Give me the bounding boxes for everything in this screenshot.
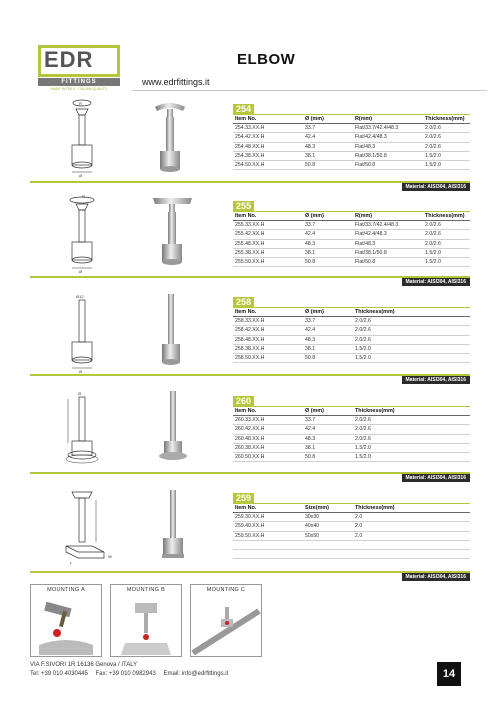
product-photo-258: [150, 290, 194, 374]
table-cell: 2.0/2.6: [353, 326, 470, 335]
table-row: [233, 522, 470, 531]
spec-table: [233, 212, 470, 267]
mounting-b-panel: [110, 584, 182, 657]
table-row: [233, 124, 470, 133]
table-header-row: [233, 115, 470, 124]
table-cell: 254.33.XX.H: [233, 124, 303, 133]
table-cell: 38.1: [303, 344, 353, 353]
table-row: [233, 335, 470, 344]
table-cell: 2.0/2.6: [423, 221, 470, 230]
table-cell: 2.0/2.6: [353, 425, 470, 434]
table-cell: 254.38.XX.H: [233, 151, 303, 160]
table-cell: 1.5/2.0: [423, 151, 470, 160]
table-cell: 259.40.XX.H: [233, 522, 303, 531]
table-cell: [233, 540, 303, 549]
table-cell: 50x50: [303, 531, 353, 540]
table-cell: 50.8: [303, 258, 353, 267]
mounting-a-label: MOUNTING A: [47, 587, 85, 593]
column-header: Ø (mm): [303, 407, 353, 416]
column-header: Thickness(mm): [423, 115, 470, 124]
table-cell: 48.3: [303, 239, 353, 248]
column-header: Size(mm): [303, 504, 353, 513]
mounting-c-illustration: [191, 597, 261, 655]
product-photo-260: [148, 387, 198, 471]
footer-contact: [30, 671, 234, 677]
material-tag: Material: AISI304, AISI316: [402, 474, 471, 482]
table-cell: 2.0: [353, 531, 470, 540]
table-cell: 259.30.XX.H: [233, 513, 303, 522]
svg-text:L: L: [70, 560, 73, 565]
table-cell: 38.1: [303, 443, 353, 452]
table-cell: 258.33.XX.H: [233, 317, 303, 326]
table-cell: 260.38.XX.H: [233, 443, 303, 452]
table-row: [233, 453, 470, 462]
table-header-row: [233, 308, 470, 317]
table-cell: Flat/50.8: [353, 161, 423, 170]
table-cell: 2.0/2.6: [423, 239, 470, 248]
technical-drawing-255: [52, 192, 112, 274]
svg-text:Ø: Ø: [78, 391, 82, 396]
svg-text:Ø: Ø: [79, 369, 83, 374]
table-cell: 260.42.XX.H: [233, 425, 303, 434]
table-cell: 2.0/2.6: [423, 230, 470, 239]
material-tag: Material: AISI304, AISI316: [402, 376, 471, 384]
table-cell: 1.5/2.0: [423, 258, 470, 267]
table-cell: Flat/33.7/42.4/48.3: [353, 124, 423, 133]
mounting-b-label: MOUNTING B: [126, 587, 166, 593]
svg-text:Ø12: Ø12: [76, 294, 84, 299]
mounting-c-panel: [190, 584, 262, 657]
table-cell: 259.50.XX.H: [233, 531, 303, 540]
product-photo-254: [145, 97, 195, 177]
product-photo-259: [148, 486, 198, 566]
table-cell: Flat/48.3: [353, 142, 423, 151]
table-cell: Flat/42.4/48.3: [353, 133, 423, 142]
page-number: 14: [437, 662, 461, 686]
table-row: [233, 161, 470, 170]
footer-fax: Fax: +39 010 0982943: [95, 671, 156, 677]
column-header: Item No.: [233, 407, 303, 416]
table-cell: 48.3: [303, 335, 353, 344]
table-cell: Flat/42.4/48.3: [353, 230, 423, 239]
spec-table: [233, 504, 470, 559]
table-row: [233, 531, 470, 540]
table-row: [233, 239, 470, 248]
page-title: ELBOW: [237, 51, 296, 68]
table-cell: 50.8: [303, 161, 353, 170]
product-photo-255: [145, 192, 200, 274]
table-cell: Flat/38.1/50.8: [353, 151, 423, 160]
spec-table: [233, 308, 470, 363]
table-cell: 1.5/2.0: [353, 443, 470, 452]
table-cell: 260.50.XX.H: [233, 453, 303, 462]
table-row: [233, 221, 470, 230]
svg-text:R: R: [82, 194, 85, 199]
spec-table: [233, 407, 470, 462]
table-row: [233, 540, 470, 549]
table-cell: [353, 540, 470, 549]
table-cell: 258.42.XX.H: [233, 326, 303, 335]
footer-phone: Tel: +39 010 4030445: [30, 671, 88, 677]
table-cell: 254.42.XX.H: [233, 133, 303, 142]
table-row: [233, 133, 470, 142]
table-row: [233, 416, 470, 425]
table-cell: 255.50.XX.H: [233, 258, 303, 267]
table-cell: 2.0/2.6: [353, 434, 470, 443]
mounting-a-panel: [30, 584, 102, 657]
mounting-a-illustration: [31, 597, 101, 655]
column-header: Thickness(mm): [353, 407, 470, 416]
product-section-254: [30, 97, 470, 190]
column-header: Ø (mm): [303, 115, 353, 124]
spec-table: [233, 115, 470, 170]
material-tag: Material: AISI304, AISI316: [402, 573, 471, 581]
table-cell: 255.33.XX.H: [233, 221, 303, 230]
product-section-260: [30, 387, 470, 483]
table-cell: 42.4: [303, 326, 353, 335]
table-row: [233, 425, 470, 434]
table-cell: 2.0: [353, 513, 470, 522]
table-cell: 260.33.XX.H: [233, 416, 303, 425]
table-cell: 1.5/2.0: [353, 354, 470, 363]
table-cell: 2.0/2.6: [423, 133, 470, 142]
mounting-b-illustration: [111, 597, 181, 655]
table-cell: 255.42.XX.H: [233, 230, 303, 239]
table-row: [233, 317, 470, 326]
column-header: R(mm): [353, 212, 423, 221]
table-cell: 40x40: [303, 522, 353, 531]
table-row: [233, 434, 470, 443]
header-divider: [132, 90, 487, 91]
table-cell: [233, 550, 303, 559]
table-cell: 42.4: [303, 230, 353, 239]
footer-address: VIA F.SIVORI 1R 16136 Genova / ITALY: [30, 662, 138, 668]
table-cell: 255.48.XX.H: [233, 239, 303, 248]
svg-text:Ø: Ø: [79, 173, 83, 177]
svg-text:Ø: Ø: [79, 269, 83, 274]
table-cell: 2.0/2.6: [423, 124, 470, 133]
table-row: [233, 550, 470, 559]
table-cell: 42.4: [303, 425, 353, 434]
table-cell: Flat/33.7/42.4/48.3: [353, 221, 423, 230]
table-cell: 255.38.XX.H: [233, 248, 303, 257]
logo-tagline: MADE IN ITALY - ITALIAN QUALITY: [50, 87, 108, 91]
material-tag: Material: AISI304, AISI316: [402, 278, 471, 286]
table-cell: 1.5/2.0: [423, 161, 470, 170]
column-header: Item No.: [233, 308, 303, 317]
table-cell: 2.0/2.6: [353, 416, 470, 425]
brand-logo: [38, 45, 120, 89]
table-cell: 254.48.XX.H: [233, 142, 303, 151]
table-cell: 2.0/2.6: [353, 335, 470, 344]
logo-subtitle: FITTINGS: [38, 78, 120, 86]
table-cell: 42.4: [303, 133, 353, 142]
table-cell: 1.5/2.0: [423, 248, 470, 257]
svg-text:W: W: [108, 554, 112, 559]
table-row: [233, 344, 470, 353]
table-cell: 50.8: [303, 354, 353, 363]
table-cell: 30x30: [303, 513, 353, 522]
table-cell: 258.38.XX.H: [233, 344, 303, 353]
table-row: [233, 326, 470, 335]
table-cell: 2.0: [353, 522, 470, 531]
table-cell: Flat/50.8: [353, 258, 423, 267]
table-cell: Flat/48.3: [353, 239, 423, 248]
table-cell: 1.5/2.0: [353, 344, 470, 353]
table-header-row: [233, 504, 470, 513]
table-row: [233, 513, 470, 522]
model-number-tag: 260: [233, 396, 254, 406]
column-header: Item No.: [233, 115, 303, 124]
mounting-c-label: MOUNTING C: [206, 587, 246, 593]
table-cell: 38.1: [303, 151, 353, 160]
svg-text:R: R: [79, 101, 82, 106]
model-number-tag: 258: [233, 297, 254, 307]
logo-text: EDR: [44, 47, 94, 72]
table-cell: 1.5/2.0: [353, 453, 470, 462]
column-header: Thickness(mm): [353, 308, 470, 317]
table-cell: 258.50.XX.H: [233, 354, 303, 363]
table-cell: 260.48.XX.H: [233, 434, 303, 443]
column-header: Ø (mm): [303, 308, 353, 317]
material-tag: Material: AISI304, AISI316: [402, 183, 471, 191]
table-row: [233, 248, 470, 257]
technical-drawing-258: [52, 290, 112, 374]
table-header-row: [233, 212, 470, 221]
column-header: Thickness(mm): [423, 212, 470, 221]
model-number-tag: 259: [233, 493, 254, 503]
table-cell: 2.0/2.6: [423, 142, 470, 151]
table-cell: 33.7: [303, 221, 353, 230]
model-number-tag: 254: [233, 104, 254, 114]
table-row: [233, 258, 470, 267]
table-cell: [303, 550, 353, 559]
table-cell: 2.0/2.6: [353, 317, 470, 326]
table-cell: 254.50.XX.H: [233, 161, 303, 170]
table-row: [233, 142, 470, 151]
table-row: [233, 230, 470, 239]
table-cell: Flat/38.1/50.8: [353, 248, 423, 257]
column-header: R(mm): [353, 115, 423, 124]
table-cell: 258.48.XX.H: [233, 335, 303, 344]
footer-email[interactable]: Email: info@edrfittings.it: [163, 671, 229, 677]
technical-drawing-260: [50, 387, 114, 471]
column-header: Item No.: [233, 504, 303, 513]
column-header: Thickness(mm): [353, 504, 470, 513]
technical-drawing-254: [52, 97, 112, 177]
table-header-row: [233, 407, 470, 416]
model-number-tag: 255: [233, 201, 254, 211]
table-cell: 33.7: [303, 124, 353, 133]
product-section-255: [30, 192, 470, 288]
table-cell: 33.7: [303, 317, 353, 326]
website-link[interactable]: www.edrfittings.it: [142, 77, 210, 87]
table-row: [233, 151, 470, 160]
product-section-259: [30, 486, 470, 582]
column-header: Item No.: [233, 212, 303, 221]
column-header: Ø (mm): [303, 212, 353, 221]
table-cell: [353, 550, 470, 559]
table-cell: 38.1: [303, 248, 353, 257]
table-cell: 33.7: [303, 416, 353, 425]
product-section-258: [30, 290, 470, 385]
table-row: [233, 354, 470, 363]
table-cell: [303, 540, 353, 549]
table-cell: 48.3: [303, 142, 353, 151]
technical-drawing-259: [52, 486, 122, 566]
table-cell: 48.3: [303, 434, 353, 443]
table-row: [233, 443, 470, 452]
table-cell: 50.8: [303, 453, 353, 462]
